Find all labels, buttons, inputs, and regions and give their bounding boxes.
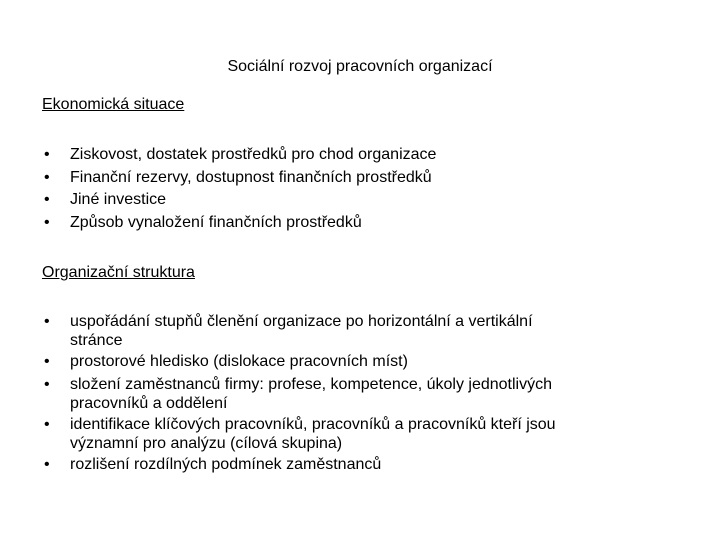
list-item — [0, 455, 680, 475]
list-item — [0, 144, 690, 167]
bullet-icon: • — [44, 416, 50, 433]
slide-title: Sociální rozvoj pracovních organizací — [227, 58, 493, 75]
list-item-text: Jiné investice — [70, 191, 167, 208]
list-item-text: prostorové hledisko (dislokace pracovních míst) — [70, 353, 408, 370]
list-item-text-continued: pracovníků a oddělení — [70, 395, 228, 412]
list-item — [0, 167, 690, 190]
bullet-icon: • — [44, 168, 50, 186]
bullet-icon: • — [44, 456, 50, 473]
list-item-text: uspořádání stupňů členění organizace po horizontální a vertikální — [70, 313, 533, 330]
list-item-text: Způsob vynaložení finančních prostředků — [70, 213, 362, 231]
list-item-text: rozlišení rozdílných podmínek zaměstnanců — [70, 456, 382, 473]
list-item — [0, 415, 680, 452]
bullet-icon: • — [44, 191, 50, 208]
list-item-text: Ziskovost, dostatek prostředků pro chod organizace — [70, 146, 437, 163]
organizational-list — [0, 312, 680, 478]
bullet-icon: • — [44, 213, 50, 231]
bullet-icon: • — [44, 146, 50, 163]
list-item — [0, 352, 680, 372]
bullet-icon: • — [44, 313, 50, 330]
list-item-text-continued: významní pro analýzu (cílová skupina) — [70, 435, 343, 452]
list-item-text: složení zaměstnanců firmy: profese, kompetence, úkoly jednotlivých — [70, 376, 553, 393]
list-item — [0, 212, 690, 235]
bullet-icon: • — [44, 376, 50, 393]
list-item — [0, 312, 680, 349]
economic-list — [0, 144, 690, 234]
section-heading-economic: Ekonomická situace — [42, 96, 185, 113]
list-item-text-continued: stránce — [70, 332, 123, 349]
list-item-text: Finanční rezervy, dostupnost finančních prostředků — [70, 168, 432, 186]
list-item — [0, 189, 690, 212]
bullet-icon: • — [44, 353, 50, 370]
list-item — [0, 375, 680, 412]
section-heading-organizational: Organizační struktura — [42, 264, 195, 281]
list-item-text: identifikace klíčových pracovníků, pracovníků a pracovníků kteří jsou — [70, 416, 556, 433]
